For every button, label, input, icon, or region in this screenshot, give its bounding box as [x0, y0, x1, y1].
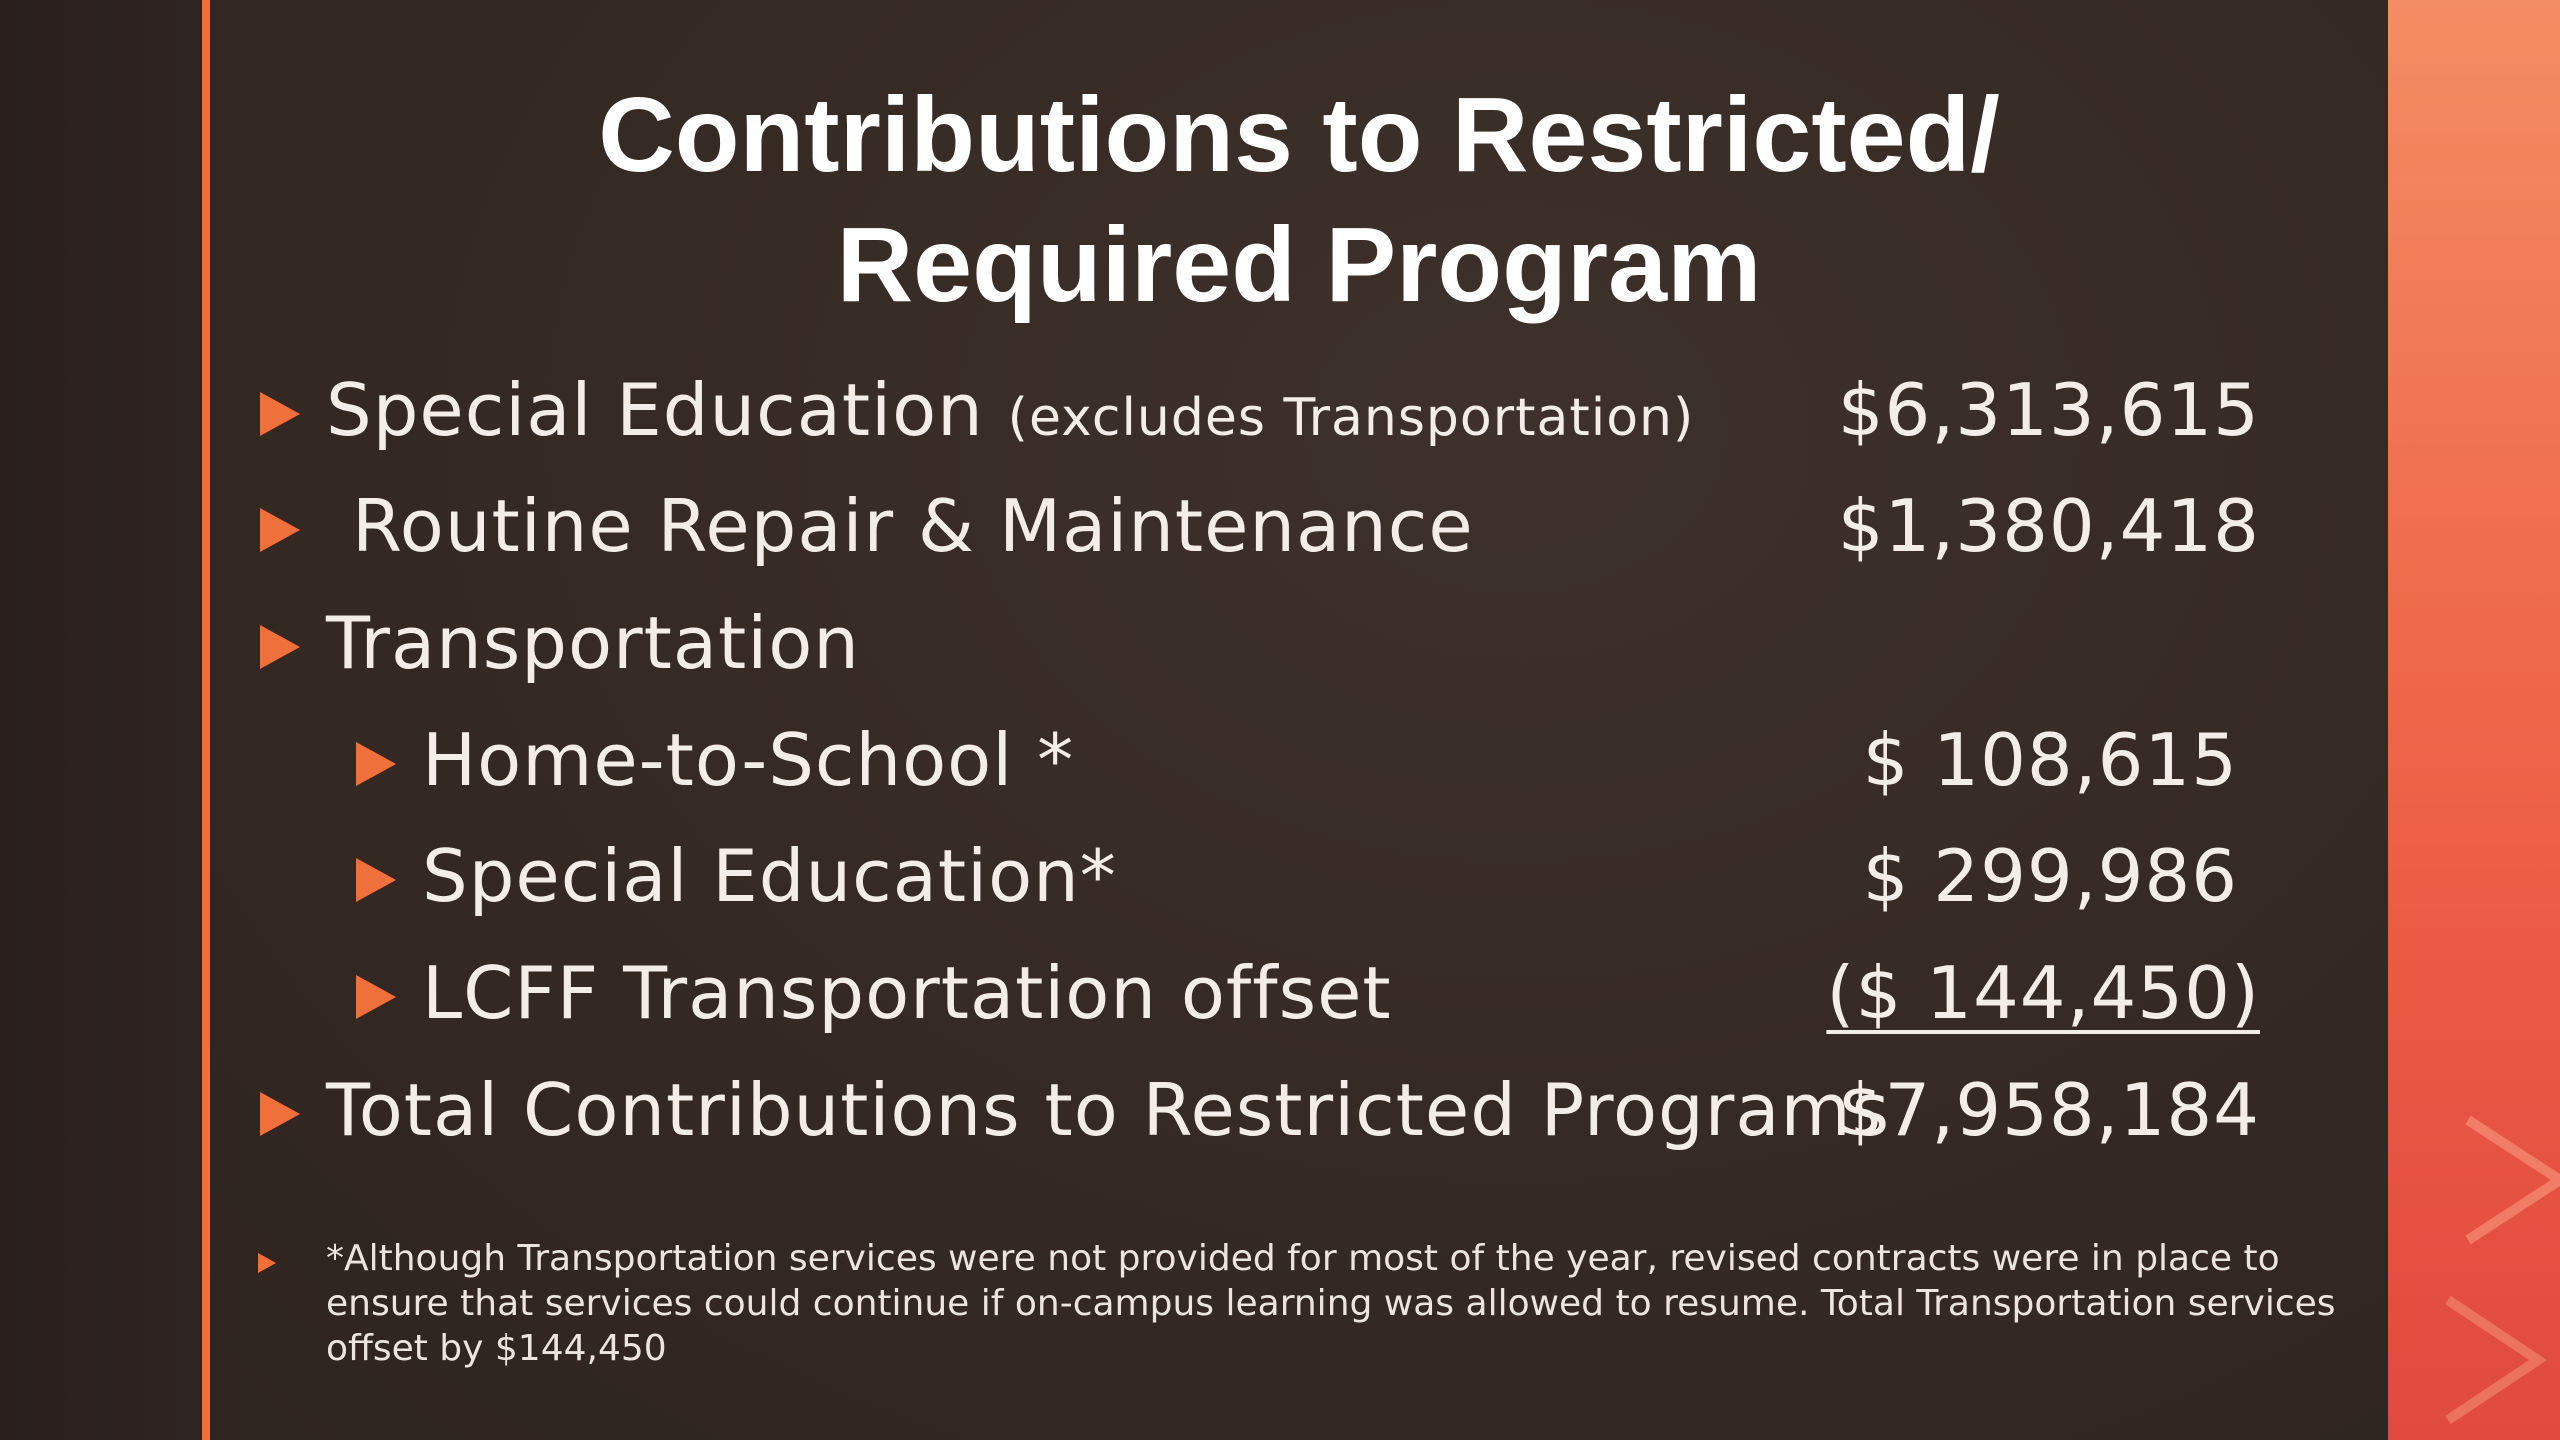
- item-amount: $ 108,615: [1862, 718, 2238, 802]
- item-label: Transportation: [326, 601, 860, 685]
- triangle-bullet-icon: [260, 392, 300, 436]
- item-label: Special Education*: [422, 834, 1117, 918]
- list-item: [0, 593, 2560, 693]
- list-item: [0, 360, 2560, 460]
- footnote-bullet-icon: [258, 1253, 276, 1273]
- slide-title-line-2: Required Program: [836, 206, 1762, 324]
- slide-title-line-1: Contributions to Restricted/: [598, 76, 2000, 194]
- item-amount: ($ 144,450): [1826, 951, 2260, 1035]
- triangle-bullet-icon: [356, 975, 396, 1019]
- list-item: [0, 826, 2560, 926]
- list-item: [0, 943, 2560, 1043]
- item-label: LCFF Transportation offset: [422, 951, 1392, 1035]
- triangle-bullet-icon: [260, 508, 300, 552]
- item-label: Routine Repair & Maintenance: [352, 484, 1474, 568]
- item-amount: $6,313,615: [1837, 368, 2260, 452]
- list-item: [0, 710, 2560, 810]
- item-amount: $7,958,184: [1837, 1068, 2260, 1152]
- triangle-bullet-icon: [260, 625, 300, 669]
- triangle-bullet-icon: [260, 1092, 300, 1136]
- item-amount: $ 299,986: [1862, 834, 2238, 918]
- slide-title: [210, 70, 2388, 330]
- triangle-bullet-icon: [356, 858, 396, 902]
- item-label: Total Contributions to Restricted Programs: [326, 1068, 1891, 1152]
- item-label: Home-to-School *: [422, 718, 1075, 802]
- item-label: Special Education (excludes Transportation): [326, 368, 1695, 452]
- triangle-bullet-icon: [356, 742, 396, 786]
- list-item: [0, 1060, 2560, 1160]
- item-amount: $1,380,418: [1837, 484, 2260, 568]
- footnote-text: *Although Transportation services were not provided for most of the year, revised contracts were in place to ensure that services could continue if on-campus learning was allowed to resume. Total Transportation services offset by $144,450: [326, 1238, 2336, 1369]
- item-note: (excludes Transportation): [1007, 388, 1695, 448]
- list-item: [0, 476, 2560, 576]
